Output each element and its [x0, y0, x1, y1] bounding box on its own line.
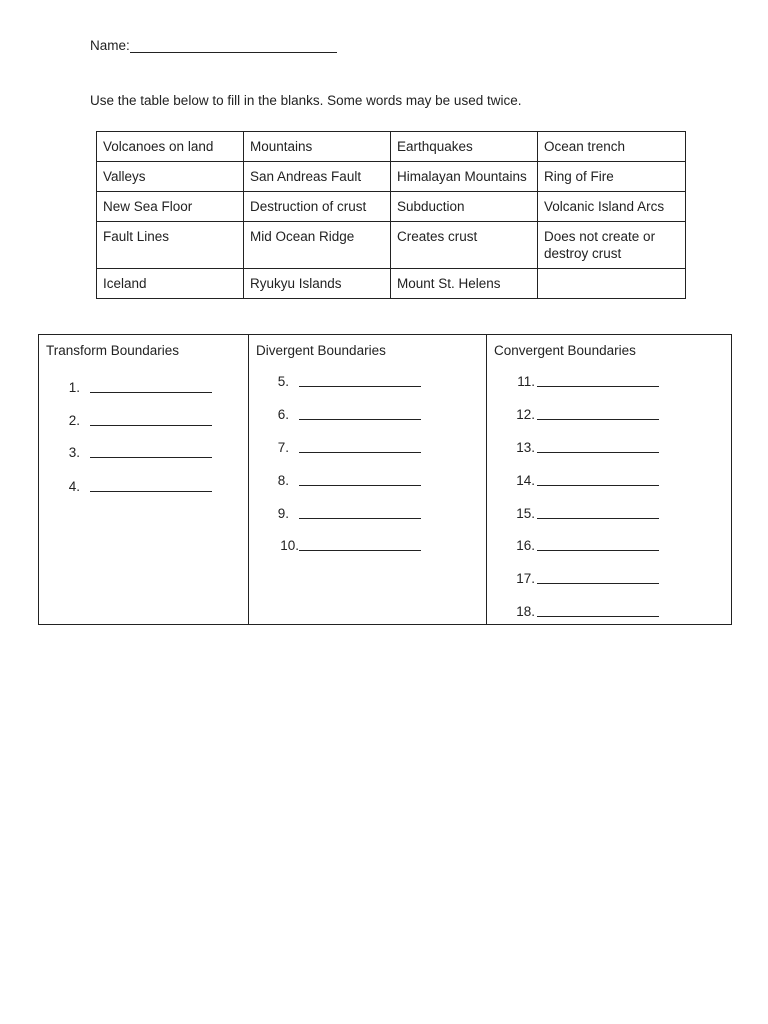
item-number: 6.: [277, 407, 289, 422]
item-number: 4.: [68, 479, 80, 494]
table-cell: Valleys: [97, 162, 244, 192]
answer-blank[interactable]: [537, 374, 659, 387]
table-cell: Earthquakes: [391, 132, 538, 162]
word-bank-table: [96, 131, 686, 299]
answer-blank[interactable]: [90, 380, 212, 393]
answer-blank[interactable]: [537, 407, 659, 420]
name-label: Name:: [90, 38, 130, 53]
answer-item[interactable]: [277, 440, 421, 456]
table-cell: Subduction: [391, 192, 538, 222]
item-number: 9.: [277, 506, 289, 521]
table-cell: Destruction of crust: [244, 192, 391, 222]
table-cell: New Sea Floor: [97, 192, 244, 222]
boundaries-grid: [38, 334, 732, 625]
answer-item[interactable]: [277, 473, 421, 489]
table-cell: Mount St. Helens: [391, 269, 538, 299]
table-cell: Creates crust: [391, 222, 538, 269]
item-number: 7.: [277, 440, 289, 455]
answer-blank[interactable]: [537, 473, 659, 486]
table-cell: Himalayan Mountains: [391, 162, 538, 192]
table-cell: Volcanic Island Arcs: [538, 192, 686, 222]
answer-blank[interactable]: [537, 440, 659, 453]
divergent-column: [248, 335, 486, 624]
column-title: Transform Boundaries: [46, 343, 180, 358]
table-cell: Ring of Fire: [538, 162, 686, 192]
table-cell: [538, 269, 686, 299]
item-number: 12.: [516, 407, 535, 422]
answer-item[interactable]: [277, 407, 421, 423]
answer-item[interactable]: [511, 571, 659, 587]
answer-item[interactable]: [68, 445, 212, 461]
answer-item[interactable]: [511, 538, 659, 554]
item-number: 5.: [277, 374, 289, 389]
answer-blank[interactable]: [90, 413, 212, 426]
answer-item[interactable]: [68, 413, 212, 429]
name-field[interactable]: [90, 38, 337, 53]
convergent-column: [486, 335, 731, 624]
table-cell: Ocean trench: [538, 132, 686, 162]
answer-blank[interactable]: [299, 538, 421, 551]
table-row: [97, 269, 686, 299]
instructions-text: Use the table below to fill in the blanks. Some words may be used twice.: [90, 93, 522, 108]
answer-blank[interactable]: [537, 571, 659, 584]
table-row: [97, 162, 686, 192]
column-title: Convergent Boundaries: [494, 343, 636, 358]
item-number: 17.: [516, 571, 535, 586]
item-number: 10.: [280, 538, 299, 553]
table-cell: Does not create or destroy crust: [538, 222, 686, 269]
table-row: [97, 222, 686, 269]
answer-item[interactable]: [277, 506, 421, 522]
item-number: 18.: [516, 604, 535, 619]
answer-item[interactable]: [511, 604, 659, 620]
item-number: 15.: [516, 506, 535, 521]
answer-item[interactable]: [277, 374, 421, 390]
item-number: 2.: [68, 413, 80, 428]
table-cell: Mid Ocean Ridge: [244, 222, 391, 269]
item-number: 1.: [68, 380, 80, 395]
table-cell: Volcanoes on land: [97, 132, 244, 162]
answer-item[interactable]: [511, 440, 659, 456]
answer-item[interactable]: [68, 479, 212, 495]
answer-item[interactable]: [511, 374, 659, 390]
answer-blank[interactable]: [90, 445, 212, 458]
answer-item[interactable]: [511, 506, 659, 522]
item-number: 3.: [68, 445, 80, 460]
table-cell: Ryukyu Islands: [244, 269, 391, 299]
transform-column: [39, 335, 248, 624]
table-cell: Mountains: [244, 132, 391, 162]
answer-blank[interactable]: [299, 374, 421, 387]
answer-blank[interactable]: [537, 506, 659, 519]
answer-blank[interactable]: [537, 538, 659, 551]
column-title: Divergent Boundaries: [256, 343, 386, 358]
item-number: 14.: [516, 473, 535, 488]
answer-blank[interactable]: [299, 407, 421, 420]
item-number: 16.: [516, 538, 535, 553]
table-row: [97, 132, 686, 162]
answer-blank[interactable]: [299, 473, 421, 486]
item-number: 13.: [516, 440, 535, 455]
name-blank[interactable]: [130, 38, 337, 53]
table-row: [97, 192, 686, 222]
answer-blank[interactable]: [299, 440, 421, 453]
answer-item[interactable]: [277, 538, 421, 554]
answer-item[interactable]: [511, 407, 659, 423]
answer-blank[interactable]: [90, 479, 212, 492]
answer-item[interactable]: [68, 380, 212, 396]
table-cell: Iceland: [97, 269, 244, 299]
table-cell: Fault Lines: [97, 222, 244, 269]
item-number: 8.: [277, 473, 289, 488]
answer-blank[interactable]: [537, 604, 659, 617]
answer-item[interactable]: [511, 473, 659, 489]
table-cell: San Andreas Fault: [244, 162, 391, 192]
item-number: 11.: [517, 374, 535, 389]
answer-blank[interactable]: [299, 506, 421, 519]
